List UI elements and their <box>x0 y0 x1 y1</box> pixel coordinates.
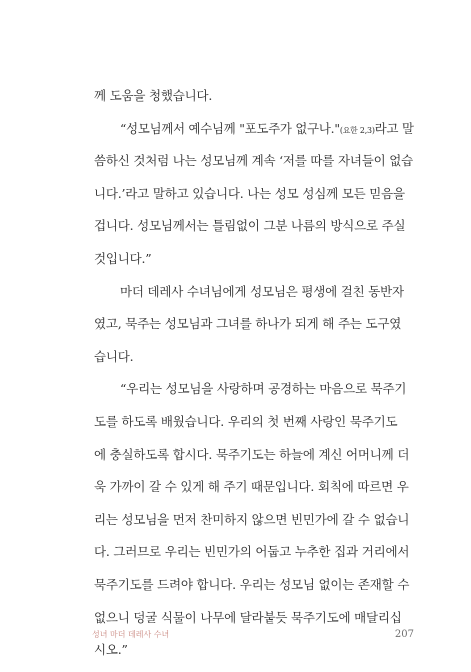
text-line: 리는 성모님을 먼저 찬미하지 않으면 빈민가에 갈 수 없습니 <box>94 511 410 527</box>
text-line: 묵주기도를 드려야 합니다. 우리는 성모님 없이는 존재할 수 <box>94 576 410 592</box>
text-line: 니다.’라고 말하고 있습니다. 나는 성모 성심께 모든 믿음을 <box>94 185 405 201</box>
text-line: 것입니다.” <box>94 250 152 266</box>
text-line: 욱 가까이 갈 수 있게 해 주기 때문입니다. 회칙에 따르면 우 <box>94 479 409 495</box>
page-number: 207 <box>394 629 414 640</box>
text-line: 다. 그러므로 우리는 빈민가의 어둡고 누추한 집과 거리에서 <box>94 544 410 560</box>
text-line: 시오.” <box>94 642 128 658</box>
text-line: 씀하신 것처럼 나는 성모님께 계속 ‘저를 따를 자녀들이 없습 <box>94 153 413 169</box>
text-line: 도를 하도록 배웠습니다. 우리의 첫 번째 사랑인 묵주기도 <box>94 413 398 429</box>
body-text <box>94 80 414 667</box>
text-line: 겁니다. 성모님께서는 틀림없이 그분 나름의 방식으로 주실 <box>94 218 406 234</box>
page-footer <box>0 628 471 642</box>
bible-reference: (요한 2,3) <box>339 125 375 135</box>
text-line: 습니다. <box>94 348 134 364</box>
text-line: “성모님께서 예수님께 "포도주가 없구나."(요한 2,3)라고 말 <box>120 121 414 136</box>
text-line: 마더 데레사 수녀님에게 성모님은 평생에 걸친 동반자 <box>120 283 404 299</box>
text-line: 였고, 묵주는 성모님과 그녀를 하나가 되게 해 주는 도구였 <box>94 316 402 332</box>
text-line: 에 충실하도록 합시다. 묵주기도는 하늘에 계신 어머니께 더 <box>94 446 410 462</box>
text-line: 께 도움을 청했습니다. <box>94 88 213 103</box>
text-line: 없으니 덩굴 식물이 나무에 달라붙듯 묵주기도에 매달리십 <box>94 609 402 625</box>
running-title: 성녀 마더 데레사 수녀 <box>92 630 170 639</box>
text-line: “우리는 성모님을 사랑하며 공경하는 마음으로 묵주기 <box>120 381 407 397</box>
